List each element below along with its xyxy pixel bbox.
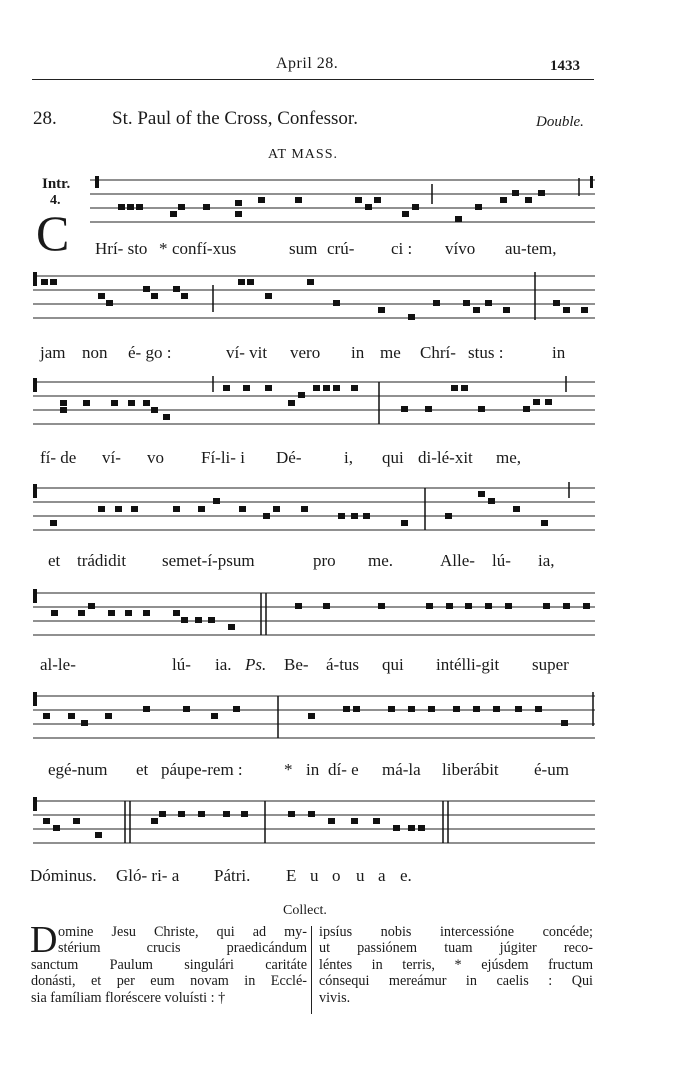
syllable: au-tem, — [505, 239, 557, 258]
collect-line: stérium crucis praedicándum — [58, 940, 307, 957]
syllable: i, — [344, 448, 353, 467]
syllable: ia. — [215, 655, 232, 674]
syllable: ví- — [102, 448, 121, 467]
syllable: et — [48, 551, 61, 570]
feast-number: 28. — [33, 108, 57, 129]
syllable: é-um — [534, 760, 569, 779]
syllable: Chrí- — [420, 343, 456, 362]
syllable: sum — [289, 239, 318, 258]
introit-mode: 4. — [50, 193, 61, 208]
collect-line: donásti, et per eum novam in Ecclé- — [31, 973, 307, 990]
header-rule — [32, 79, 594, 80]
collect-line: omine Jesu Christe, qui ad my- — [58, 924, 307, 940]
syllable: qui — [382, 655, 404, 674]
syllable: fí- de — [40, 448, 77, 467]
column-divider — [311, 926, 312, 1014]
syllable: pro — [313, 551, 336, 570]
collect-line: ipsíus nobis intercessióne concéde; — [319, 924, 593, 940]
syllable: semet-í-psum — [162, 551, 255, 570]
feast-rank: Double. — [536, 114, 584, 130]
collect-line: léntes in terris, * ejúsdem fructum — [319, 956, 593, 973]
syllable: me. — [368, 551, 394, 570]
collect-right-column — [319, 924, 593, 1006]
page-number: 1433 — [550, 58, 580, 74]
collect-line: sia famíliam floréscere voluísti : † — [31, 989, 226, 1006]
syllable: liberábit — [442, 760, 499, 779]
syllable: vívo — [445, 239, 476, 258]
chant-staff-2 — [33, 270, 595, 330]
syllable: o — [332, 866, 341, 885]
syllable: di-lé-xit — [418, 448, 473, 467]
collect-initial: D — [30, 919, 58, 961]
syllable: a — [378, 866, 386, 885]
syllable: Be- — [284, 655, 309, 674]
syllable: Alle- — [440, 551, 475, 570]
syllable: e. — [400, 866, 412, 885]
collect-heading: Collect. — [283, 903, 327, 918]
syllable: non — [82, 343, 108, 362]
syllable: Fí-li- i — [201, 448, 245, 467]
syllable: me, — [496, 448, 522, 467]
syllable: má-la — [382, 760, 421, 779]
syllable: Ps. — [245, 655, 267, 674]
chant-staff-1 — [90, 176, 595, 236]
syllable: qui — [382, 448, 404, 467]
syllable: ví- vit — [226, 343, 268, 362]
collect-line: sanctum Paulum singulári caritáte — [31, 956, 307, 973]
syllable: crú- — [327, 239, 355, 258]
syllable: egé-num — [48, 760, 108, 779]
syllable: et — [136, 760, 149, 779]
syllable: me — [380, 343, 401, 362]
syllable: jam — [40, 343, 66, 362]
syllable: Dé- — [276, 448, 302, 467]
syllable: dí- e — [328, 760, 359, 779]
syllable: Dóminus. — [30, 866, 97, 885]
syllable: Pátri. — [214, 866, 251, 885]
syllable: Hrí- sto — [95, 239, 148, 258]
collect-left-column — [31, 924, 307, 1006]
syllable: intélli-git — [436, 655, 500, 674]
collect-line: vivis. — [319, 989, 351, 1006]
introit-label: Intr. — [42, 176, 71, 192]
chant-staff-4 — [33, 480, 595, 540]
chant-staff-7 — [33, 795, 595, 855]
syllable: confí-xus — [172, 239, 237, 258]
syllable: stus : — [468, 343, 504, 362]
syllable: á-tus — [326, 655, 360, 674]
syllable: páupe-rem : — [161, 760, 243, 779]
syllable: al-le- — [40, 655, 76, 674]
syllable: vero — [290, 343, 321, 362]
syllable: é- go : — [128, 343, 172, 362]
syllable: * — [284, 760, 293, 779]
syllable: lú- — [492, 551, 511, 570]
syllable: in — [351, 343, 365, 362]
syllable: ci : — [391, 239, 413, 258]
chant-staff-6 — [33, 690, 595, 750]
chant-staff-3 — [33, 374, 595, 434]
feast-title: St. Paul of the Cross, Confessor. — [112, 108, 358, 129]
syllable: u — [356, 866, 365, 885]
syllable: super — [532, 655, 569, 674]
syllable: u — [310, 866, 319, 885]
syllable: in — [552, 343, 566, 362]
syllable: Gló- ri- a — [116, 866, 180, 885]
syllable: trádidit — [77, 551, 127, 570]
running-date: April 28. — [276, 55, 339, 72]
syllable: lú- — [172, 655, 191, 674]
chant-staff-5 — [33, 587, 595, 647]
syllable: in — [306, 760, 320, 779]
introit-initial: C — [36, 205, 70, 261]
collect-line: cónsequi mereámur in caelis : Qui — [319, 973, 593, 990]
syllable: ia, — [538, 551, 555, 570]
syllable: vo — [147, 448, 164, 467]
syllable: E — [286, 866, 297, 885]
collect-line: ut passiónem tuam júgiter reco- — [319, 940, 593, 957]
section-heading: AT MASS. — [268, 147, 338, 162]
syllable: * — [159, 239, 168, 258]
